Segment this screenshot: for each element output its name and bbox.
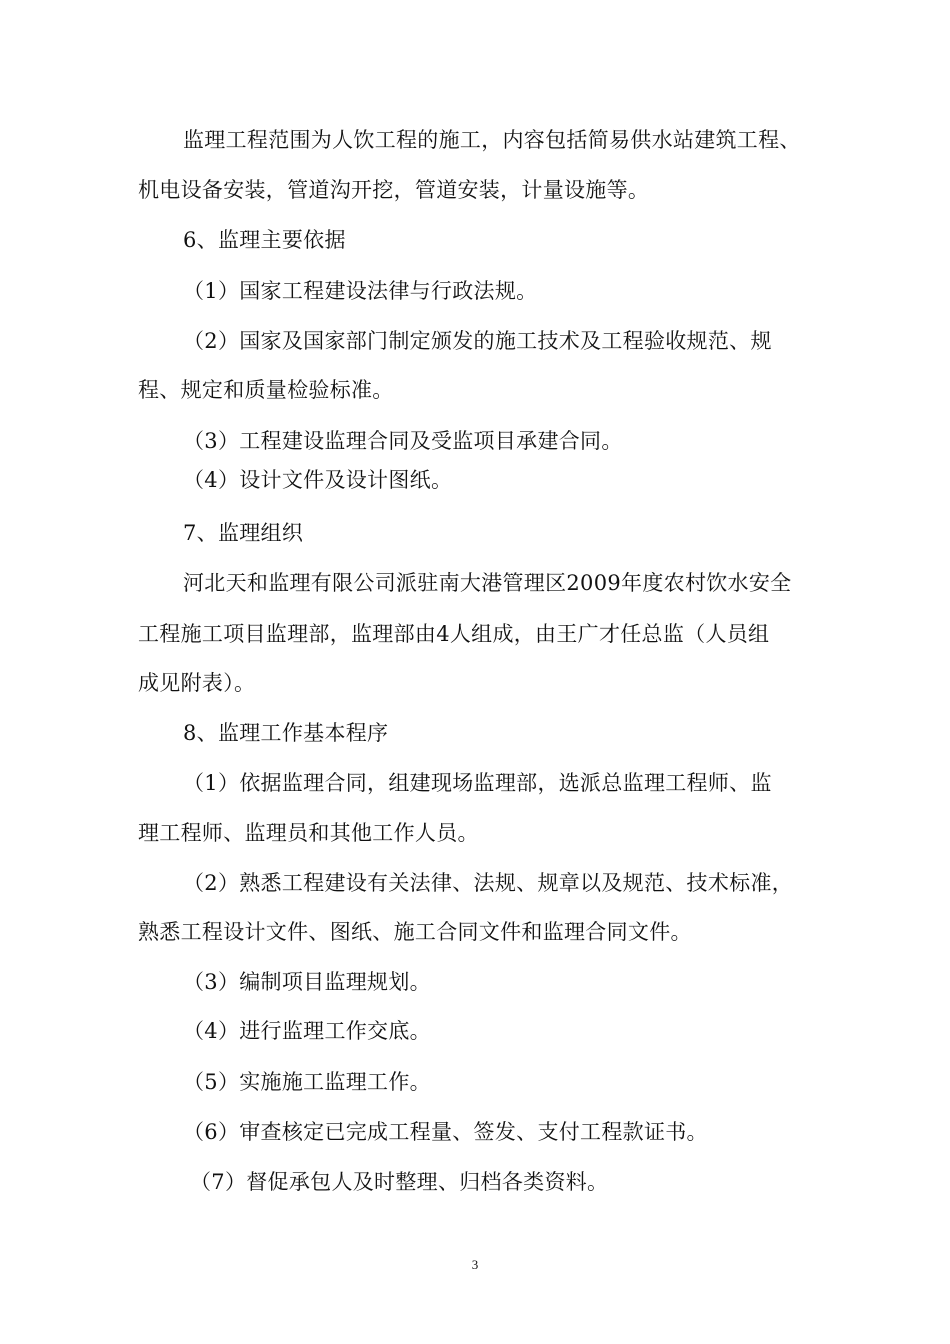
paragraph-line-scope-2: 机电设备安装，管道沟开挖，管道安装，计量设施等。 xyxy=(138,178,650,202)
page-number: 3 xyxy=(471,1257,479,1272)
section-heading-basis: 6、监理主要依据 xyxy=(183,228,346,252)
list-item-procedure-1-cont: 理工程师、监理员和其他工作人员。 xyxy=(138,821,479,845)
list-item-basis-2: （2）国家及国家部门制定颁发的施工技术及工程验收规范、规 xyxy=(183,329,772,353)
list-item-basis-3: （3）工程建设监理合同及受监项目承建合同。 xyxy=(183,429,623,453)
paragraph-line-organization-2: 工程施工项目监理部，监理部由4人组成，由王广才任总监（人员组 xyxy=(138,622,770,646)
list-item-procedure-4: （4）进行监理工作交底。 xyxy=(183,1019,431,1043)
section-heading-procedure: 8、监理工作基本程序 xyxy=(183,721,389,745)
list-item-procedure-2: （2）熟悉工程建设有关法律、法规、规章以及规范、技术标准， xyxy=(183,871,794,895)
section-heading-organization: 7、监理组织 xyxy=(183,521,304,545)
list-item-procedure-7: （7）督促承包人及时整理、归档各类资料。 xyxy=(190,1170,609,1194)
list-item-procedure-2-cont: 熟悉工程设计文件、图纸、施工合同文件和监理合同文件。 xyxy=(138,920,692,944)
list-item-procedure-3: （3）编制项目监理规划。 xyxy=(183,970,431,994)
paragraph-line-organization-3: 成见附表）。 xyxy=(138,671,256,695)
paragraph-line-scope-1: 监理工程范围为人饮工程的施工，内容包括简易供水站建筑工程、 xyxy=(183,128,801,152)
paragraph-line-organization-1: 河北天和监理有限公司派驻南大港管理区2009年度农村饮水安全 xyxy=(183,571,792,595)
list-item-procedure-6: （6）审查核定已完成工程量、签发、支付工程款证书。 xyxy=(183,1120,708,1144)
list-item-basis-4: （4）设计文件及设计图纸。 xyxy=(183,468,453,492)
list-item-procedure-5: （5）实施施工监理工作。 xyxy=(183,1070,431,1094)
list-item-basis-1: （1）国家工程建设法律与行政法规。 xyxy=(183,279,538,303)
list-item-procedure-1: （1）依据监理合同，组建现场监理部，选派总监理工程师、监 xyxy=(183,771,772,795)
list-item-basis-2-cont: 程、规定和质量检验标准。 xyxy=(138,378,394,402)
